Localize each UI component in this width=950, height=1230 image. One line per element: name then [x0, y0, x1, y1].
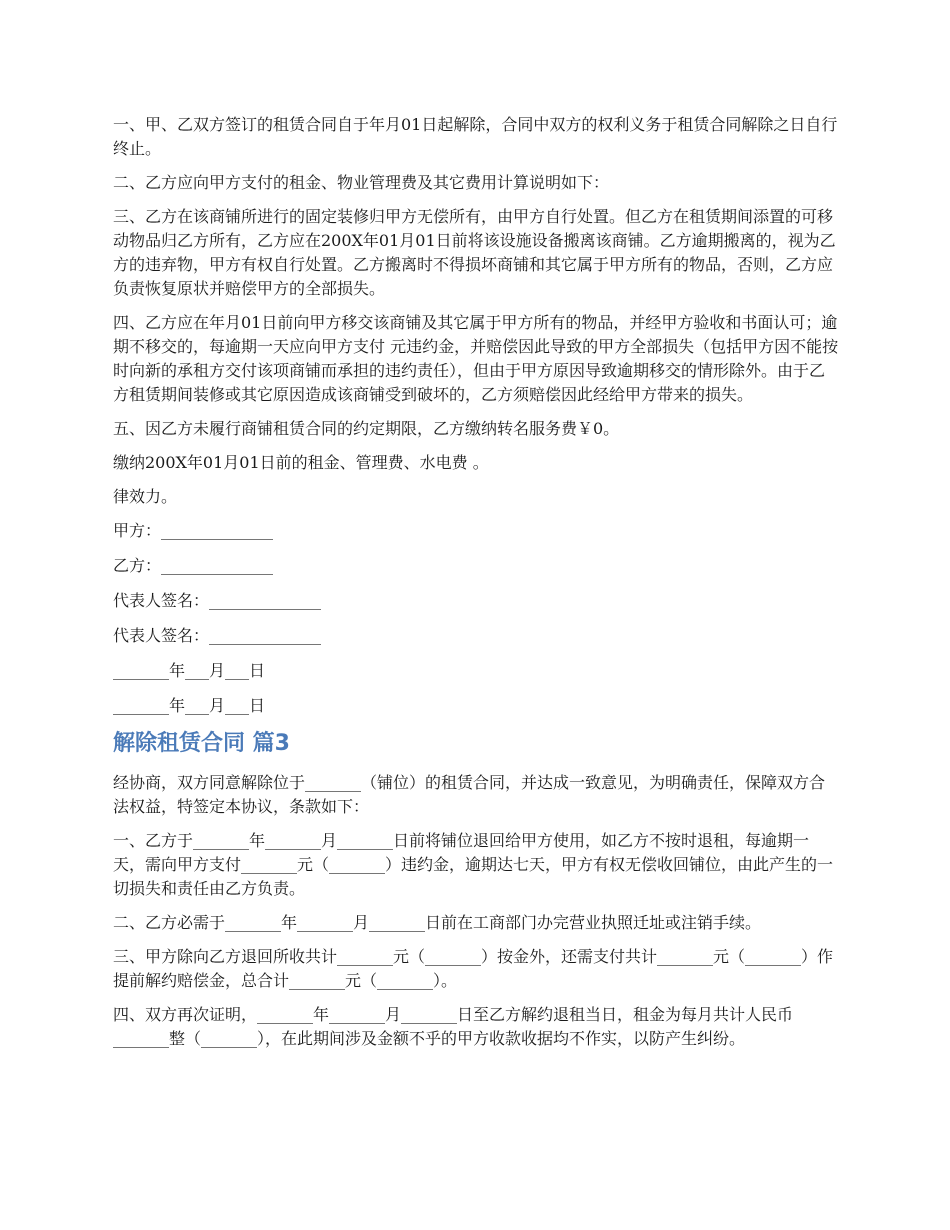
payment-note: 缴纳200X年01月01日前的租金、管理费、水电费 。 [113, 453, 489, 472]
document-body [113, 113, 839, 1061]
clause-2: 二、乙方应向甲方支付的租金、物业管理费及其它费用计算说明如下： [113, 173, 610, 192]
date-line: _______年___月___日 [113, 661, 266, 680]
clause-4: 四、乙方应在年月01日前向甲方移交该商铺及其它属于甲方所有的物品，并经甲方验收和书面认可；逾期不移交的，每逾期一天应向甲方支付 元违约金，并赔偿因此导致的甲方全部损失（包括甲方因不能按时向新的承租方交付该项商铺而承担的违约责任），但由于甲方原因导致逾期移交的情形除外。由于乙方租赁期间装修或其它原因造成该商铺受到破坏的，乙方须赔偿因此经给甲方带来的损失。 [113, 313, 839, 404]
party-a-signature-line: 甲方：______________ [113, 521, 274, 540]
agreement-clause-3: 三、甲方除向乙方退回所收共计_______元（_______）按金外，还需支付共计_______元（_______）作提前解约赔偿金，总合计_______元（_______）。 [113, 947, 834, 990]
agreement-clause-4: 四、双方再次证明，_______年_______月_______日至乙方解约退租当日，租金为每月共计人民币_______整（_______），在此期间涉及金额不乎的甲方收款收据均不作实，以防产生纠纷。 [113, 1005, 794, 1048]
clause-5: 五、因乙方未履行商铺租赁合同的约定期限，乙方缴纳转名服务费￥0。 [113, 419, 620, 438]
party-b-signature-line: 乙方：______________ [113, 556, 274, 575]
agreement-clause-1: 一、乙方于_______年_______月_______日前将铺位退回给甲方使用，如乙方不按时退租，每逾期一天，需向甲方支付_______元（_______）违约金，逾期达七天，甲方有权无偿收回铺位，由此产生的一切损失和责任由乙方负责。 [113, 831, 834, 898]
section-heading: 解除租赁合同 篇3 [113, 731, 290, 756]
legal-effect-note: 律效力。 [113, 487, 178, 506]
agreement-clause-2: 二、乙方必需于_______年_______月_______日前在工商部门办完营业执照迁址或注销手续。 [113, 913, 762, 932]
agreement-intro: 经协商，双方同意解除位于_______（铺位）的租赁合同，并达成一致意见，为明确责任，保障双方合法权益，特签定本协议，条款如下： [113, 773, 826, 816]
date-line: _______年___月___日 [113, 696, 266, 715]
representative-signature-line: 代表人签名：______________ [113, 626, 322, 645]
clause-3: 三、乙方在该商铺所进行的固定装修归甲方无偿所有，由甲方自行处置。但乙方在租赁期间添置的可移动物品归乙方所有，乙方应在200X年01月01日前将该设施设备搬离该商铺。乙方逾期搬离的，视为乙方的违弃物，甲方有权自行处置。乙方搬离时不得损坏商铺和其它属于甲方所有的物品，否则，乙方应负责恢复原状并赔偿甲方的全部损失。 [113, 207, 836, 298]
clause-1: 一、甲、乙双方签订的租赁合同自于年月01日起解除，合同中双方的权利义务于租赁合同解除之日自行终止。 [113, 115, 838, 158]
representative-signature-line: 代表人签名：______________ [113, 591, 322, 610]
